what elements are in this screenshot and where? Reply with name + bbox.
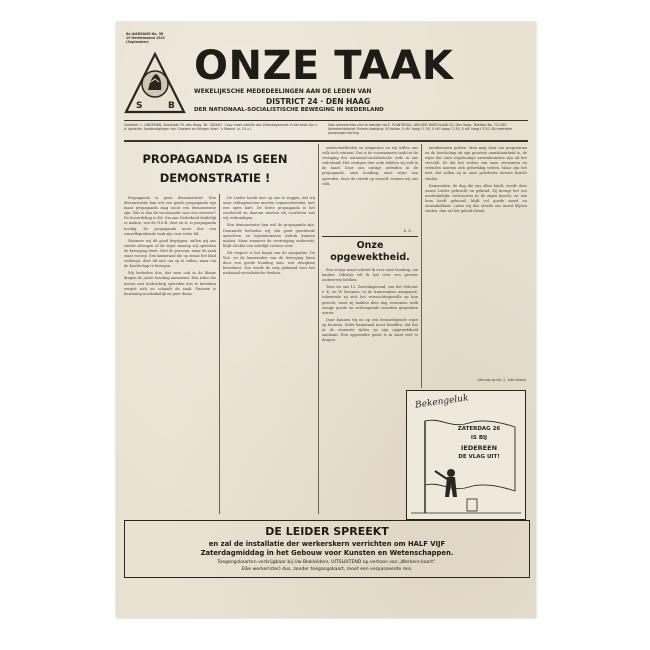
paragraph: Propaganda is geen demonstratie! Een demonstratie kan wel een goede propaganda zijn maar propaganda mag nooit een demonstratie zijn. Wat is dan de voorwaarde voor een verweer? De beoordeling is dit: Om aan Nederland duidelijk te maken, wat de N.S.B. doet en is, is propaganda noodig. De propaganda moet dus een vanzelfsprekende taak zijn voor ieder lid. (124, 196, 216, 236)
article-headline: PROPAGANDA IS GEEN DEMONSTRATIE ! (142, 152, 288, 185)
header-divider (124, 140, 528, 142)
flag-day-notice (406, 390, 526, 520)
issue-month: (September) (126, 40, 149, 45)
paragraph: Toen we ons 13. Zaterdagavond, van het Gebouw v. K. en W. kwamen, in de tramwagens aangepast, tekenende zij zich het verwachtingsvolle op hun gezicht, want zij hadden dien dag vernomen welk eenige goede en verheugende woorden gesproken waren. (322, 285, 418, 315)
article-column-3-top (322, 146, 418, 226)
emblem-letter-b: B (168, 101, 175, 111)
masthead-rule (124, 120, 528, 121)
subtitle-weekly: WEKELIJKSCHE MEDEDEELINGEN AAN DE LEDEN VAN (194, 88, 372, 95)
paragraph: Daar kunnen wij nu op een bemoedigende wijze op bouwen. Ieder kameraad moet beseffen, dat het in de zwaarste tijden op zijn opgewektheid aankomt. Een opgewekte geest is in staat veel te dragen. (322, 317, 418, 343)
article-column-3-bottom (322, 268, 418, 514)
column-divider (318, 144, 319, 514)
editor-info: Opsteller: L. LINDEMAN, Zeestraat 76, den Haag. Tel. 180440 · Copy moet uiterlijk des Zaterdagavonds in het bezit zijn v. d. opsteller. Aankondigingen van Groepen en Kringen uiterl. 's Maand. (v. 14 u.) (124, 123, 318, 132)
notice-line: DE VLAG UIT! (458, 454, 500, 460)
paragraph: Een demonstratie kan wel de propaganda zijn. Daarmede bedoelen wij, dat goed geordende optochten en bijeenkomsten indruk kunnen maken. Maar wanneer de overtuiging ontbreekt, blijft slechts een uiterlijk vertoon over. (223, 223, 315, 248)
section-rule (322, 236, 418, 237)
issue-date: 19 Herfstmaand 1941 (126, 36, 165, 41)
paragraph: De Leider houdt niet op ons te zeggen, dat wij onze volksgenooten moeten tegemoettreden, met een open hart. De beste propaganda is het voorbeeld en daarom moeten wij voorleven wat wij verkondigen. (223, 196, 315, 221)
announcement-note: Toegangskaarten verkrijgbaar bij Uw Blokleiders, UITSLUITEND op vertoon van „Werkers-kaart". (217, 560, 437, 565)
article-2-headline: Onze opgewektheid. (330, 240, 410, 263)
newspaper-title: ONZE TAAK (194, 43, 454, 89)
announcement-heading: DE LEIDER SPREEKT (265, 525, 389, 538)
flag-bearer-illustration (411, 413, 521, 517)
paragraph: Kameraden, de dag die ons allen bindt, wordt door onzen Leider gebracht en gekend. Zij brengt het zoo noodzakelijke vertrouwen in de eigen kracht, en wie hem heeft gehoord, blijft vol goede moed en onwankelbaar. Laten wij dus steeds ons moed blijven vinden, dan zal het geluid ideaal. (425, 183, 527, 214)
column-divider (421, 144, 422, 388)
newspaper-sheet (116, 22, 536, 618)
notice-handwritten-heading: Bekengeluk (414, 393, 470, 411)
issue-info (126, 32, 186, 45)
emblem-letter-s: S (136, 101, 143, 111)
paragraph: Wanneer wij dit goed begrijpen, zullen wij ons steeds afvragen of de wijze waarop wij optreden de beweging dient. Niet de persoon, maar de zaak staat voorop. Een kameraad die op straat het blad verkoopt, doet dit niet om op te vallen, maar om de boodschap te brengen. (124, 238, 216, 269)
article-column-1 (124, 196, 216, 514)
leader-speaks-announcement (124, 520, 530, 578)
paragraph: menkomsten putten. Men mag daar om programma en de boodschap uit zijn grootste onmisbaarheid is, de wijze dat onze regelmatige samenkomsten zijn uit het verschil. Er dat het verlies van onze verwanten en vrienden moeten zich gebrekkig voelen. Maar zijn het niet, dat zullen zij in onze gelederen nieuwe kracht vinden. (425, 146, 527, 181)
notice-line: IS BIJ (470, 435, 488, 441)
paragraph: Een vorige maal schreef ik over onze houding, om kanker. Dikwijls wil ik het over een grooter onderwerp hebben. (322, 268, 418, 283)
subtitle-movement: DER NATIONAAL-SOCIALISTISCHE BEWEGING IN NEDERLAND (194, 107, 384, 113)
subtitle-district: DISTRICT 24 · DEN HAAG (266, 97, 371, 106)
article-signature: L. L. (403, 228, 412, 233)
notice-line: IEDEREEN (460, 444, 498, 452)
advertising-info: Voor advertenties zich te wenden tot E. PLANTENGA, VAN DER BURCHLAAN 20, Den Haag. Telefoon No. 721180 · Advertentietarief: Enkele plaatsing: 40 kolom, 0 cM. hoog f 1.50, 0 cM. hoog f 2.50, 0 cM. hoog f 3.50. Bij meerdere plaatsingen korting (328, 123, 512, 136)
article-column-4 (425, 146, 527, 374)
paragraph: onbeschoftheden en plagerijen en wij willen ons volk toch winnen! Dat is de voornaamste taak tot de vestiging der nationaal-socialistische orde in ons vaderland! Het vestigen dier orde hebben wij zelf in de hand. Door ons nuttige arbeiden in de propaganda, onze houding, onze wijze van optreden: door de critiek op onszelf, winnen wij ons volk. (322, 146, 418, 186)
continued-note: (Vervolg op blz. 2, 1ste kolom) (477, 378, 526, 382)
announcement-line: Zaterdagmiddag in het Gebouw voor Kunsten en Wetenschappen. (200, 549, 454, 557)
announcement-note: Elke werker(ster) dus, zonder toegangskaart, moet een verpasseerde reis. (241, 567, 413, 572)
column-divider (219, 194, 220, 514)
paragraph: Dit respect is het begin van de sympathie. De W.A. en de kameraden van de beweging laten door een goede houding zien, wat discipline beteekent. Zoo wordt de weg gebaand voor het nationaal-socialistische denken. (223, 250, 315, 276)
notice-line: ZATERDAG 26 (457, 426, 501, 432)
paragraph: Wij bedoelen dus, dat men ook in de kleine dingen de juiste houding aanneemt. Een ieder die meent met luidruchtig optreden iets te bereiken vergist zich en schaadt de zaak. Daarom is bezinning noodzakelijk en juist thans. (124, 271, 216, 296)
article-column-2 (223, 196, 315, 514)
movement-emblem (124, 52, 186, 116)
issue-number: 6e JAARGANG No. 36 (126, 32, 164, 36)
announcement-line: en zal de installatie der werkerskern verrichten om HALF VIJF (208, 540, 446, 548)
